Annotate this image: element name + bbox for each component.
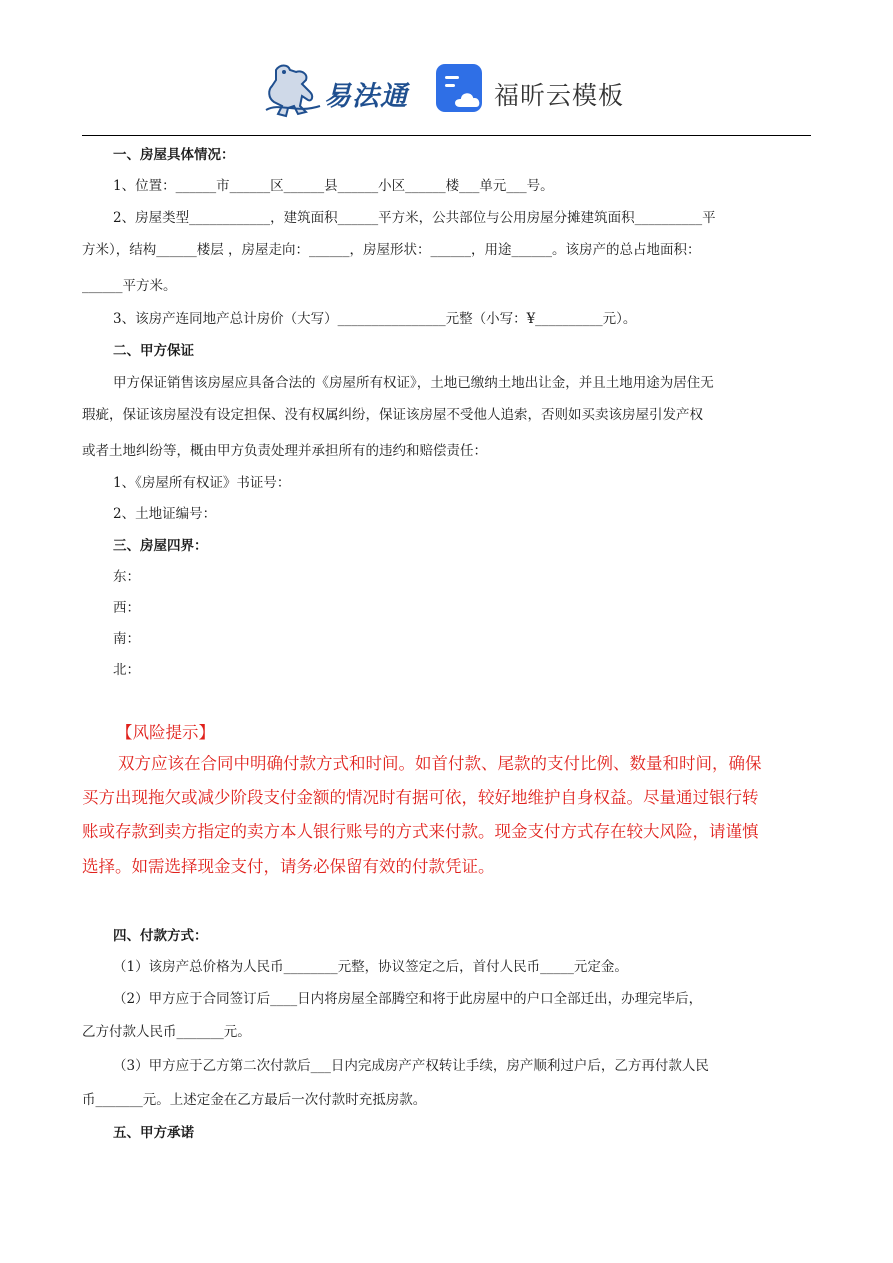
header-divider [82, 135, 811, 136]
text-line: 乙方付款人民币_______元。 [82, 1024, 251, 1040]
boundary-south: 南： [113, 631, 140, 647]
text-line: 2、土地证编号： [113, 506, 217, 522]
yifatong-logo [262, 62, 417, 118]
cloud-doc-icon [436, 64, 486, 116]
risk-text: 选择。如需选择现金支付，请务必保留有效的付款凭证。 [82, 857, 495, 876]
text-line: （2）甲方应于合同签订后____日内将房屋全部腾空和将于此房屋中的户口全部迁出，办理完毕后， [113, 991, 703, 1007]
boundary-north: 北： [113, 662, 140, 678]
text-line: 甲方保证销售该房屋应具备合法的《房屋所有权证》，土地已缴纳土地出让金，并且土地用途为居住无 [113, 375, 714, 391]
text-line: 或者土地纠纷等，概由甲方负责处理并承担所有的违约和赔偿责任： [82, 443, 487, 459]
logo1-text: 易法通 [324, 81, 408, 112]
text-line: 2、房屋类型____________，建筑面积______平方米，公共部位与公用房屋分摊建筑面积__________平 [113, 210, 716, 226]
section-heading: 四、付款方式： [113, 928, 208, 944]
boundary-west: 西： [113, 600, 140, 616]
section-heading: 三、房屋四界： [113, 538, 208, 554]
text-line: 币_______元。上述定金在乙方最后一次付款时充抵房款。 [82, 1092, 427, 1108]
text-line: 方米），结构______楼层 ，房屋走向：______，房屋形状：______，用途______。该房产的总占地面积： [82, 242, 701, 258]
section-heading: 一、房屋具体情况： [113, 147, 235, 163]
risk-title: 【风险提示】 [116, 723, 215, 742]
logo2-text: 福昕云模板 [494, 81, 625, 110]
text-line: 1、位置：______市______区______县______小区______楼___单元___号。 [113, 178, 554, 194]
text-line: （3）甲方应于乙方第二次付款后___日内完成房产产权转让手续，房产顺利过户后，乙方再付款人民 [113, 1058, 709, 1074]
text-line: 3、该房产连同地产总计房价（大写）________________元整（小写：¥__________元）。 [113, 311, 637, 327]
risk-text: 双方应该在合同中明确付款方式和时间。如首付款、尾款的支付比例、数量和时间，确保 [118, 754, 762, 773]
boundary-east: 东： [113, 569, 140, 585]
page-header [0, 58, 893, 122]
horse-icon [262, 62, 324, 118]
risk-text: 账或存款到卖方指定的卖方本人银行账号的方式来付款。现金支付方式存在较大风险，请谨慎 [82, 822, 759, 841]
section-heading: 五、甲方承诺 [113, 1125, 194, 1141]
text-line: ______平方米。 [82, 278, 177, 294]
fuxin-logo [436, 64, 636, 118]
section-heading: 二、甲方保证 [113, 343, 194, 359]
text-line: （1）该房产总价格为人民币________元整，协议签定之后，首付人民币_____元定金。 [113, 959, 628, 975]
text-line: 瑕疵，保证该房屋没有设定担保、没有权属纠纷，保证该房屋不受他人追索，否则如买卖该房屋引发产权 [82, 407, 703, 423]
risk-text: 买方出现拖欠或减少阶段支付金额的情况时有据可依，较好地维护自身权益。尽量通过银行转 [82, 788, 759, 807]
text-line: 1、《房屋所有权证》书证号： [113, 475, 291, 491]
